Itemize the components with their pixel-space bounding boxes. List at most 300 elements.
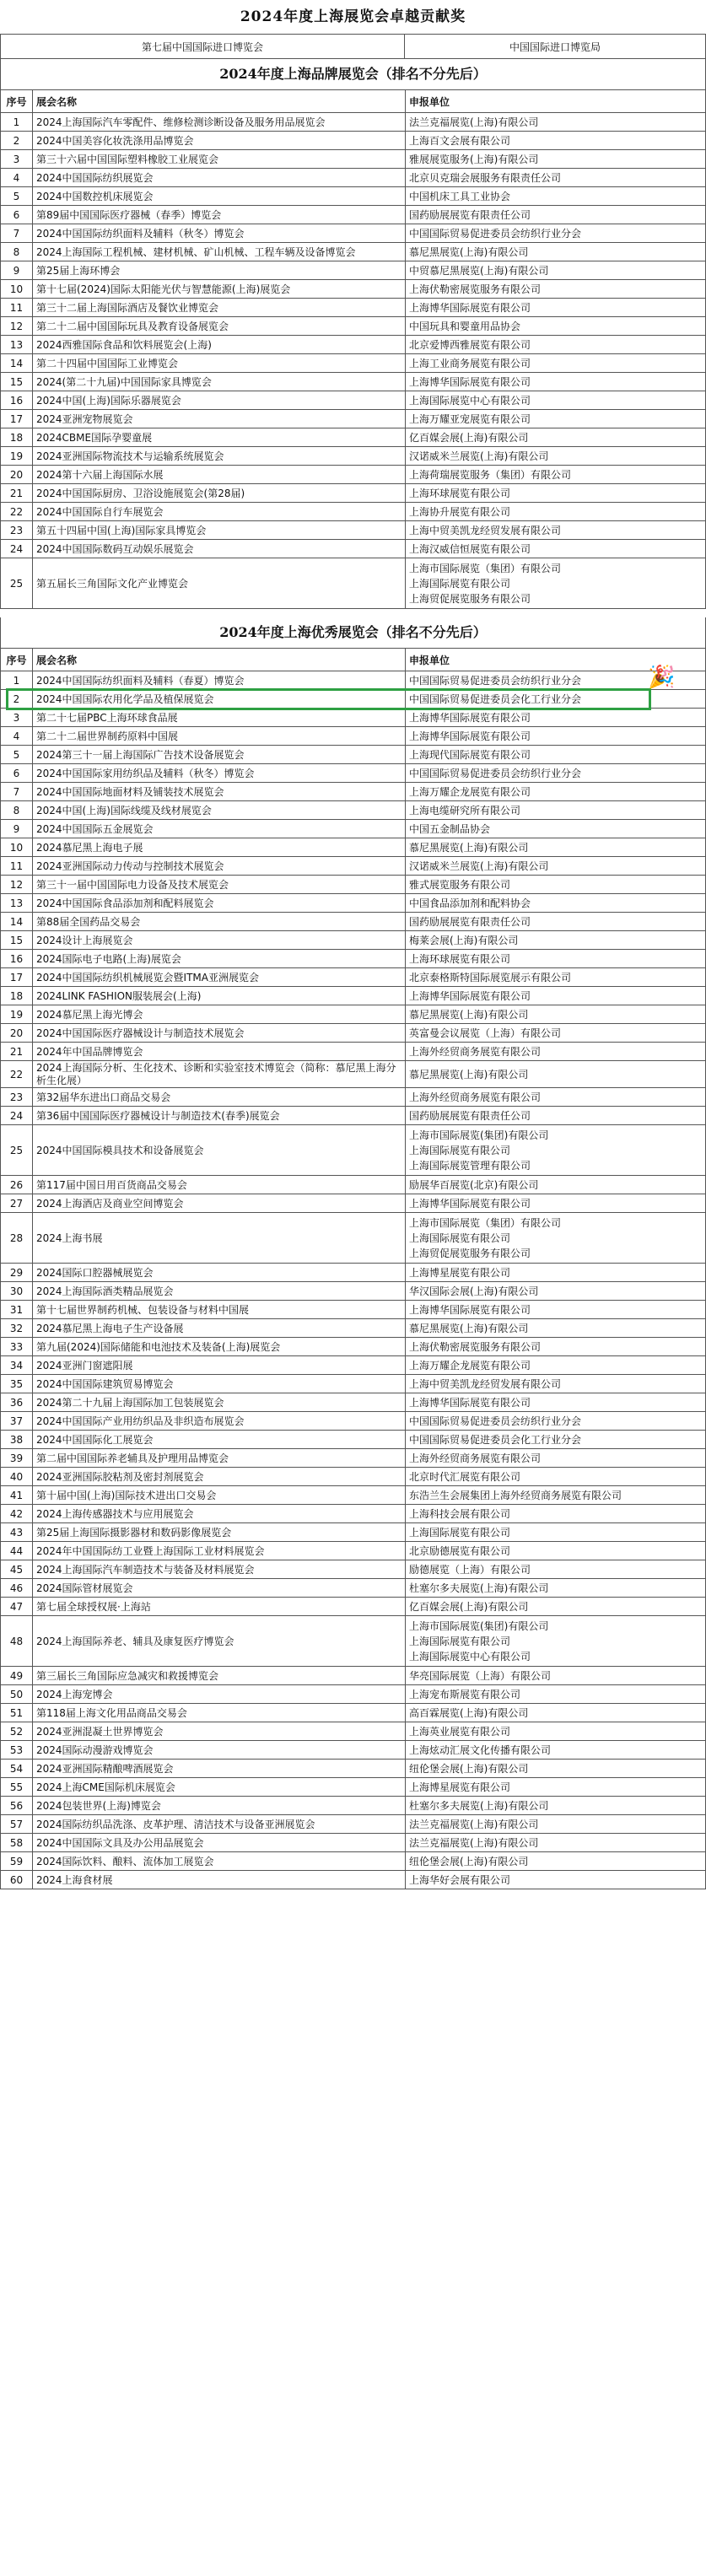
excellent-row-name: 第118届上海文化用品商品交易会 — [33, 1704, 406, 1722]
excellent-row-unit: 法兰克福展览(上海)有限公司 — [406, 1815, 706, 1834]
excellent-row-no: 33 — [1, 1338, 33, 1356]
excellent-row-name: 2024年中国国际纺工业暨上海国际工业材料展览会 — [33, 1542, 406, 1560]
excellent-row-unit: 上海外经贸商务展览有限公司 — [406, 1088, 706, 1107]
excellent-row-name: 2024中国国际地面材料及铺装技术展览会 — [33, 783, 406, 801]
excellent-row-no: 38 — [1, 1431, 33, 1449]
excellent-row-unit: 中国国际贸易促进委员会化工行业分会 — [406, 690, 706, 709]
brand-row — [1, 540, 706, 558]
excellent-row — [1, 1176, 706, 1194]
excellent-row-unit: 国药励展展览有限责任公司 — [406, 913, 706, 931]
excellent-row-unit: 上海博华国际展览有限公司 — [406, 1393, 706, 1412]
excellent-row-unit: 上海博华国际展览有限公司 — [406, 987, 706, 1005]
excellent-row-unit: 亿百媒会展(上海)有限公司 — [406, 1598, 706, 1616]
excellent-row-name: 第二十二届世界制药原料中国展 — [33, 727, 406, 746]
excellent-row — [1, 931, 706, 950]
excellent-row-no: 2 — [1, 690, 33, 709]
excellent-row-name: 第九届(2024)国际储能和电池技术及装备(上海)展览会 — [33, 1338, 406, 1356]
excellent-row — [1, 1282, 706, 1301]
brand-row — [1, 428, 706, 447]
excellent-row-unit: 上海市国际展览（集团）有限公司 上海国际展览有限公司 上海贸促展览服务有限公司 — [406, 1213, 706, 1264]
excellent-row-unit: 杜塞尔多夫展览(上海)有限公司 — [406, 1579, 706, 1598]
excellent-row-name: 2024LINK FASHION服装展会(上海) — [33, 987, 406, 1005]
excellent-row — [1, 1505, 706, 1523]
excellent-row-no: 53 — [1, 1741, 33, 1760]
brand-row-unit: 上海工业商务展览有限公司 — [406, 354, 706, 373]
excellent-row-unit: 上海英业展览有限公司 — [406, 1722, 706, 1741]
brand-row-name: 2024中国数控机床展览会 — [33, 187, 406, 206]
brand-row — [1, 261, 706, 280]
excellence-expo: 第七届中国国际进口博览会 — [1, 35, 405, 59]
excellent-row-no: 57 — [1, 1815, 33, 1834]
brand-row-unit: 中国机床工具工业协会 — [406, 187, 706, 206]
excellent-row-unit: 中国国际贸易促进委员会纺织行业分会 — [406, 1412, 706, 1431]
excellent-row-unit: 上海华好会展有限公司 — [406, 1871, 706, 1889]
brand-row — [1, 299, 706, 317]
excellent-row — [1, 1393, 706, 1412]
excellent-row-unit: 华亮国际展览（上海）有限公司 — [406, 1667, 706, 1685]
excellent-row-name: 2024中国国际食品添加剂和配料展览会 — [33, 894, 406, 913]
excellent-row — [1, 1061, 706, 1088]
excellent-row — [1, 820, 706, 838]
excellent-row-no: 40 — [1, 1468, 33, 1486]
excellent-row-no: 37 — [1, 1412, 33, 1431]
excellent-row — [1, 1375, 706, 1393]
excellent-row-no: 30 — [1, 1282, 33, 1301]
brand-row-name: 2024中国国际厨房、卫浴设施展览会(第28届) — [33, 484, 406, 503]
excellent-row — [1, 1356, 706, 1375]
brand-row-name: 2024亚洲国际物流技术与运输系统展览会 — [33, 447, 406, 466]
excellence-unit: 中国国际进口博览局 — [405, 35, 706, 59]
brand-row-unit: 国药励展展览有限责任公司 — [406, 206, 706, 224]
brand-row-unit: 上海博华国际展览有限公司 — [406, 299, 706, 317]
excellent-row — [1, 1852, 706, 1871]
excellent-row-no: 51 — [1, 1704, 33, 1722]
brand-row-unit: 中国国际贸易促进委员会纺织行业分会 — [406, 224, 706, 243]
excellent-row — [1, 1107, 706, 1125]
excellent-row-unit: 上海环球展览有限公司 — [406, 950, 706, 968]
excellent-row-name: 2024慕尼黑上海光博会 — [33, 1005, 406, 1024]
brand-row-unit: 上海市国际展览（集团）有限公司 上海国际展览有限公司 上海贸促展览服务有限公司 — [406, 558, 706, 609]
excellent-row-name: 2024中国国际纺织面料及辅料（春夏）博览会 — [33, 671, 406, 690]
brand-row-unit: 上海荷瑞展览服务（集团）有限公司 — [406, 466, 706, 484]
brand-row-unit: 法兰克福展览(上海)有限公司 — [406, 113, 706, 132]
excellent-row-no: 42 — [1, 1505, 33, 1523]
brand-row — [1, 280, 706, 299]
excellent-row-unit: 慕尼黑展览(上海)有限公司 — [406, 1061, 706, 1088]
brand-row-name: 第25届上海环博会 — [33, 261, 406, 280]
brand-row-no: 16 — [1, 391, 33, 410]
excellent-row — [1, 1579, 706, 1598]
excellent-row-unit: 中国国际贸易促进委员会纺织行业分会 — [406, 764, 706, 783]
excellent-row — [1, 1542, 706, 1560]
excellent-row-name: 2024上海宠博会 — [33, 1685, 406, 1704]
excellent-row-no: 39 — [1, 1449, 33, 1468]
brand-row — [1, 243, 706, 261]
excellent-row — [1, 1005, 706, 1024]
excellent-row-unit: 上海科技会展有限公司 — [406, 1505, 706, 1523]
brand-row-unit: 北京贝克瑞会展服务有限责任公司 — [406, 169, 706, 187]
brand-row-name: 第二十四届中国国际工业博览会 — [33, 354, 406, 373]
excellent-row — [1, 876, 706, 894]
excellent-title: 2024年度上海优秀展览会（排名不分先后） — [0, 617, 706, 648]
excellent-row-unit: 慕尼黑展览(上海)有限公司 — [406, 1005, 706, 1024]
brand-row-name: 2024第十六届上海国际水展 — [33, 466, 406, 484]
brand-row-no: 13 — [1, 336, 33, 354]
excellent-row-unit: 上海现代国际展览有限公司 — [406, 746, 706, 764]
excellent-row-unit: 英富曼会议展览（上海）有限公司 — [406, 1024, 706, 1043]
excellent-row — [1, 1194, 706, 1213]
highlight-box — [6, 688, 652, 710]
excellent-row-unit: 汉诺威米兰展览(上海)有限公司 — [406, 857, 706, 876]
excellent-row-no: 50 — [1, 1685, 33, 1704]
excellent-row-name: 2024中国国际医疗器械设计与制造技术展览会 — [33, 1024, 406, 1043]
brand-row-name: 第三十六届中国国际塑料橡胶工业展览会 — [33, 150, 406, 169]
excellent-row-no: 22 — [1, 1061, 33, 1088]
excellent-row-no: 4 — [1, 727, 33, 746]
excellent-row-no: 26 — [1, 1176, 33, 1194]
excellent-row-unit: 中国国际贸易促进委员会化工行业分会 — [406, 1431, 706, 1449]
excellent-row-unit: 高百霖展览(上海)有限公司 — [406, 1704, 706, 1722]
brand-row-name: 2024中国(上海)国际乐器展览会 — [33, 391, 406, 410]
brand-header-name: 展会名称 — [33, 90, 406, 113]
excellent-row — [1, 913, 706, 931]
excellent-row — [1, 727, 706, 746]
brand-row-name: 2024西雅国际食品和饮料展览会(上海) — [33, 336, 406, 354]
excellent-row-no: 55 — [1, 1778, 33, 1797]
excellent-row — [1, 671, 706, 690]
excellent-row — [1, 1871, 706, 1889]
excellent-row-no: 43 — [1, 1523, 33, 1542]
excellent-table — [0, 648, 706, 1889]
excellent-row-no: 46 — [1, 1579, 33, 1598]
brand-row — [1, 447, 706, 466]
excellent-row-name: 第117届中国日用百货商品交易会 — [33, 1176, 406, 1194]
excellent-row — [1, 801, 706, 820]
excellent-row-name: 第二届中国国际养老辅具及护理用品博览会 — [33, 1449, 406, 1468]
excellent-row — [1, 1449, 706, 1468]
excellent-row-name: 第32届华东进出口商品交易会 — [33, 1088, 406, 1107]
excellent-row-unit: 上海博星展览有限公司 — [406, 1778, 706, 1797]
brand-row-unit: 上海汉威信恒展览有限公司 — [406, 540, 706, 558]
brand-row — [1, 484, 706, 503]
excellent-row — [1, 1685, 706, 1704]
brand-row — [1, 317, 706, 336]
excellent-row-unit: 杜塞尔多夫展览(上海)有限公司 — [406, 1797, 706, 1815]
excellent-row-unit: 中国食品添加剂和配料协会 — [406, 894, 706, 913]
excellent-row-name: 2024亚洲国际动力传动与控制技术展览会 — [33, 857, 406, 876]
excellent-row-name: 2024上海国际养老、辅具及康复医疗博览会 — [33, 1616, 406, 1667]
excellent-header-name: 展会名称 — [33, 649, 406, 671]
brand-row-unit: 上海万耀亚宠展览有限公司 — [406, 410, 706, 428]
excellent-row-name: 第三十一届中国国际电力设备及技术展览会 — [33, 876, 406, 894]
excellent-row-name: 2024国际口腔器械展览会 — [33, 1264, 406, 1282]
excellent-row — [1, 894, 706, 913]
excellent-row-name: 2024上海国际分析、生化技术、诊断和实验室技术博览会（简称：慕尼黑上海分析生化展） — [33, 1061, 406, 1088]
brand-row-no: 8 — [1, 243, 33, 261]
excellent-row-unit: 北京时代汇展览有限公司 — [406, 1468, 706, 1486]
excellent-row-no: 3 — [1, 709, 33, 727]
brand-row-no: 23 — [1, 521, 33, 540]
excellent-row-name: 2024国际纺织品洗涤、皮革护理、清洁技术与设备亚洲展览会 — [33, 1815, 406, 1834]
excellent-row — [1, 746, 706, 764]
party-popper-icon: 🎉 — [648, 664, 676, 690]
excellent-row-unit: 上海博华国际展览有限公司 — [406, 1194, 706, 1213]
excellent-row-unit: 慕尼黑展览(上海)有限公司 — [406, 838, 706, 857]
excellent-row — [1, 1598, 706, 1616]
excellent-row-name: 2024国际饮料、酿料、流体加工展览会 — [33, 1852, 406, 1871]
excellent-row — [1, 857, 706, 876]
brand-row-no: 9 — [1, 261, 33, 280]
excellent-row-name: 2024亚洲国际精酿啤酒展览会 — [33, 1760, 406, 1778]
brand-row-unit: 中贸慕尼黑展览(上海)有限公司 — [406, 261, 706, 280]
excellent-row-no: 12 — [1, 876, 33, 894]
excellent-row — [1, 1616, 706, 1667]
excellent-row-unit: 上海国际展览有限公司 — [406, 1523, 706, 1542]
excellent-row — [1, 1024, 706, 1043]
excellent-row-unit: 上海宠布斯展览有限公司 — [406, 1685, 706, 1704]
excellent-row-name: 2024中国(上海)国际线缆及线材展览会 — [33, 801, 406, 820]
excellent-row-unit: 上海博华国际展览有限公司 — [406, 1301, 706, 1319]
excellent-row — [1, 1213, 706, 1264]
brand-row-unit: 上海国际展览中心有限公司 — [406, 391, 706, 410]
brand-row — [1, 391, 706, 410]
excellent-row-name: 2024中国国际文具及办公用品展览会 — [33, 1834, 406, 1852]
excellent-row-name: 2024中国国际模具技术和设备展览会 — [33, 1125, 406, 1176]
excellent-row — [1, 709, 706, 727]
brand-row — [1, 503, 706, 521]
brand-row-no: 21 — [1, 484, 33, 503]
excellent-row-no: 59 — [1, 1852, 33, 1871]
brand-row-unit: 雅展展览服务(上海)有限公司 — [406, 150, 706, 169]
brand-row-name: 第五届长三角国际文化产业博览会 — [33, 558, 406, 609]
excellent-row-no: 41 — [1, 1486, 33, 1505]
excellent-row-unit: 上海伏勒密展览服务有限公司 — [406, 1338, 706, 1356]
excellent-row-unit: 华汉国际会展(上海)有限公司 — [406, 1282, 706, 1301]
excellent-row-unit: 中国五金制品协会 — [406, 820, 706, 838]
excellent-row-unit: 励德展览（上海）有限公司 — [406, 1560, 706, 1579]
excellent-row-no: 25 — [1, 1125, 33, 1176]
excellent-row-no: 32 — [1, 1319, 33, 1338]
excellent-row — [1, 1560, 706, 1579]
excellent-row-name: 2024中国国际五金展览会 — [33, 820, 406, 838]
brand-row — [1, 410, 706, 428]
brand-row-name: 第二十二届中国国际玩具及教育设备展览会 — [33, 317, 406, 336]
brand-row-no: 2 — [1, 132, 33, 150]
excellent-row-name: 2024上海传感器技术与应用展览会 — [33, 1505, 406, 1523]
excellent-header-unit: 申报单位 — [406, 649, 706, 671]
excellent-row-no: 44 — [1, 1542, 33, 1560]
excellent-row-no: 5 — [1, 746, 33, 764]
brand-row — [1, 373, 706, 391]
brand-row — [1, 132, 706, 150]
excellent-row-unit: 上海外经贸商务展览有限公司 — [406, 1449, 706, 1468]
excellent-row-name: 2024第三十一届上海国际广告技术设备展览会 — [33, 746, 406, 764]
excellent-row-no: 58 — [1, 1834, 33, 1852]
excellent-row-name: 2024中国国际家用纺织品及辅料（秋冬）博览会 — [33, 764, 406, 783]
brand-rows — [1, 113, 706, 609]
excellent-row-name: 2024设计上海展览会 — [33, 931, 406, 950]
excellent-row-unit: 国药励展展览有限责任公司 — [406, 1107, 706, 1125]
excellent-row-name: 2024中国国际产业用纺织品及非织造布展览会 — [33, 1412, 406, 1431]
excellent-row-name: 2024上海食材展 — [33, 1871, 406, 1889]
excellent-row-name: 2024中国国际建筑贸易博览会 — [33, 1375, 406, 1393]
excellent-row-unit: 上海中贸美凯龙经贸发展有限公司 — [406, 1375, 706, 1393]
brand-row — [1, 187, 706, 206]
brand-row-no: 5 — [1, 187, 33, 206]
excellent-row — [1, 1815, 706, 1834]
brand-row-unit: 慕尼黑展览(上海)有限公司 — [406, 243, 706, 261]
brand-row-no: 3 — [1, 150, 33, 169]
excellent-row-name: 2024亚洲混凝土世界博览会 — [33, 1722, 406, 1741]
brand-row-no: 1 — [1, 113, 33, 132]
excellent-row-unit: 上海市国际展览(集团)有限公司 上海国际展览有限公司 上海国际展览管理有限公司 — [406, 1125, 706, 1176]
brand-row-unit: 北京爱博西雅展览有限公司 — [406, 336, 706, 354]
brand-row-name: 2024(第二十九届)中国国际家具博览会 — [33, 373, 406, 391]
excellent-row-name: 2024上海书展 — [33, 1213, 406, 1264]
brand-row-no: 10 — [1, 280, 33, 299]
excellent-row-unit: 上海炫动汇展文化传播有限公司 — [406, 1741, 706, 1760]
brand-row-unit: 上海中贸美凯龙经贸发展有限公司 — [406, 521, 706, 540]
brand-row-no: 7 — [1, 224, 33, 243]
excellent-row — [1, 838, 706, 857]
excellent-rows — [1, 671, 706, 1889]
brand-row-no: 6 — [1, 206, 33, 224]
brand-row-no: 25 — [1, 558, 33, 609]
excellent-row-name: 第二十七届PBC上海环球食品展 — [33, 709, 406, 727]
excellent-row-unit: 法兰克福展览(上海)有限公司 — [406, 1834, 706, 1852]
brand-row-no: 11 — [1, 299, 33, 317]
excellent-row — [1, 1834, 706, 1852]
brand-row-name: 2024中国国际纺织展览会 — [33, 169, 406, 187]
excellent-row-no: 18 — [1, 987, 33, 1005]
brand-row-no: 19 — [1, 447, 33, 466]
brand-row-unit: 上海协升展览有限公司 — [406, 503, 706, 521]
brand-header-no: 序号 — [1, 90, 33, 113]
excellent-row-unit: 上海博华国际展览有限公司 — [406, 727, 706, 746]
brand-row — [1, 150, 706, 169]
brand-row-unit: 汉诺威米兰展览(上海)有限公司 — [406, 447, 706, 466]
excellent-row-no: 10 — [1, 838, 33, 857]
excellent-row — [1, 987, 706, 1005]
excellent-row — [1, 1468, 706, 1486]
brand-row-no: 22 — [1, 503, 33, 521]
brand-row — [1, 224, 706, 243]
brand-row-name: 第89届中国国际医疗器械（春季）博览会 — [33, 206, 406, 224]
brand-row-unit: 亿百媒会展(上海)有限公司 — [406, 428, 706, 447]
excellent-row-no: 31 — [1, 1301, 33, 1319]
excellent-row-no: 19 — [1, 1005, 33, 1024]
brand-row-name: 第五十四届中国(上海)国际家具博览会 — [33, 521, 406, 540]
brand-row-name: 2024中国国际纺织面料及辅料（秋冬）博览会 — [33, 224, 406, 243]
excellent-row-unit: 慕尼黑展览(上海)有限公司 — [406, 1319, 706, 1338]
brand-row-name: 2024上海国际汽车零配件、维修检测诊断设备及服务用品展览会 — [33, 113, 406, 132]
excellent-header-no: 序号 — [1, 649, 33, 671]
excellent-row-name: 2024国际管材展览会 — [33, 1579, 406, 1598]
excellent-row-name: 第十七届世界制药机械、包装设备与材料中国展 — [33, 1301, 406, 1319]
brand-row — [1, 354, 706, 373]
excellent-row-unit: 上海博星展览有限公司 — [406, 1264, 706, 1282]
excellence-table — [0, 34, 706, 59]
excellent-row-name: 2024国际电子电路(上海)展览会 — [33, 950, 406, 968]
brand-row-name: 2024CBME国际孕婴童展 — [33, 428, 406, 447]
excellent-row-unit: 东浩兰生会展集团上海外经贸商务展览有限公司 — [406, 1486, 706, 1505]
excellent-row-no: 23 — [1, 1088, 33, 1107]
brand-row — [1, 113, 706, 132]
excellent-row — [1, 1704, 706, 1722]
excellent-row-name: 2024亚洲国际胶粘剂及密封剂展览会 — [33, 1468, 406, 1486]
excellent-row — [1, 1797, 706, 1815]
excellent-row — [1, 950, 706, 968]
excellent-row — [1, 783, 706, 801]
brand-header-unit: 申报单位 — [406, 90, 706, 113]
excellent-row-unit: 北京泰格斯特国际展览展示有限公司 — [406, 968, 706, 987]
brand-row-name: 2024中国国际数码互动娱乐展览会 — [33, 540, 406, 558]
excellent-row-no: 49 — [1, 1667, 33, 1685]
excellent-row-unit: 上海万耀企龙展览有限公司 — [406, 1356, 706, 1375]
excellent-row — [1, 1264, 706, 1282]
excellent-row-name: 2024慕尼黑上海电子生产设备展 — [33, 1319, 406, 1338]
excellent-row — [1, 1760, 706, 1778]
brand-row — [1, 558, 706, 609]
excellent-row — [1, 968, 706, 987]
excellent-row — [1, 1125, 706, 1176]
excellent-row-no: 47 — [1, 1598, 33, 1616]
excellent-row-name: 2024年中国品牌博览会 — [33, 1043, 406, 1061]
excellent-row-name: 2024上海CME国际机床展览会 — [33, 1778, 406, 1797]
excellent-row — [1, 1301, 706, 1319]
excellent-row — [1, 1412, 706, 1431]
excellent-row-unit: 中国国际贸易促进委员会纺织行业分会 — [406, 671, 706, 690]
excellent-row-name: 2024亚洲门窗遮阳展 — [33, 1356, 406, 1375]
excellent-row-unit: 励展华百展览(北京)有限公司 — [406, 1176, 706, 1194]
excellent-row-no: 20 — [1, 1024, 33, 1043]
excellent-row-no: 45 — [1, 1560, 33, 1579]
excellent-row-no: 24 — [1, 1107, 33, 1125]
excellent-row-no: 14 — [1, 913, 33, 931]
excellent-header-row — [1, 649, 706, 671]
brand-row-name: 2024中国国际自行车展览会 — [33, 503, 406, 521]
brand-header-row — [1, 90, 706, 113]
excellent-row-no: 8 — [1, 801, 33, 820]
excellent-row-unit: 梅莱会展(上海)有限公司 — [406, 931, 706, 950]
excellent-row-name: 2024包装世界(上海)博览会 — [33, 1797, 406, 1815]
brand-row-no: 20 — [1, 466, 33, 484]
brand-row-no: 17 — [1, 410, 33, 428]
excellent-row — [1, 1741, 706, 1760]
excellent-row-unit: 上海市国际展览(集团)有限公司 上海国际展览有限公司 上海国际展览中心有限公司 — [406, 1616, 706, 1667]
brand-row — [1, 521, 706, 540]
brand-row-no: 12 — [1, 317, 33, 336]
excellent-row-no: 60 — [1, 1871, 33, 1889]
excellent-row-unit: 雅式展览服务有限公司 — [406, 876, 706, 894]
excellent-row-no: 16 — [1, 950, 33, 968]
brand-row-name: 第三十二届上海国际酒店及餐饮业博览会 — [33, 299, 406, 317]
excellent-row-no: 17 — [1, 968, 33, 987]
excellent-row — [1, 1338, 706, 1356]
excellent-row-no: 56 — [1, 1797, 33, 1815]
excellence-title: 2024年度上海展览会卓越贡献奖 — [240, 8, 466, 25]
excellent-row — [1, 1088, 706, 1107]
excellent-row-no: 29 — [1, 1264, 33, 1282]
excellent-row-no: 6 — [1, 764, 33, 783]
excellent-row-name: 2024中国国际化工展览会 — [33, 1431, 406, 1449]
excellent-row-no: 21 — [1, 1043, 33, 1061]
brand-table — [0, 89, 706, 609]
excellent-row-name: 2024第二十九届上海国际加工包装展览会 — [33, 1393, 406, 1412]
excellent-row-no: 52 — [1, 1722, 33, 1741]
excellent-row — [1, 1486, 706, 1505]
excellent-row-name: 2024上海酒店及商业空间博览会 — [33, 1194, 406, 1213]
